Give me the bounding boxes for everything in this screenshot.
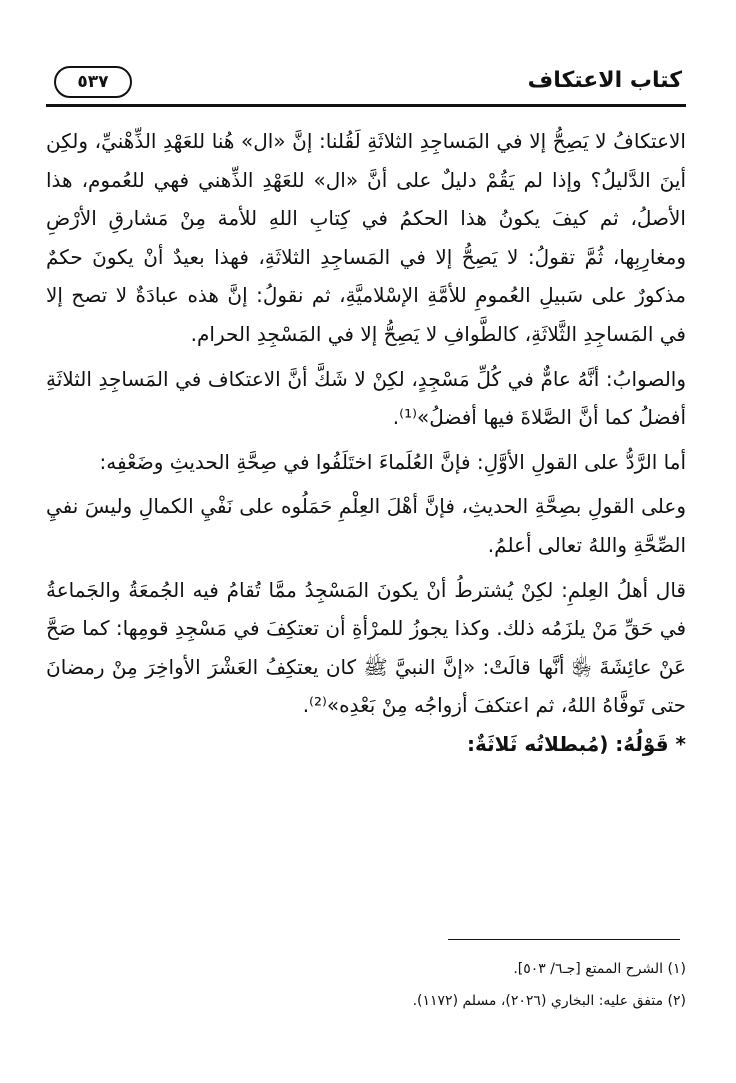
paragraph-1: الاعتكافُ لا يَصِحُّ إلا في المَساجِدِ الثلاثَةِ لَقُلنا: إنَّ «ال» هُنا للعَهْدِ الذِّهْنيِّ، ولكِن أينَ الدَّليلُ؟ وإذا لم يَقُمْ دليلٌ على أنَّ «ال» للعَهْدِ الذِّهني فهي للعُموم، هذا الأصلُ، ثم كيفَ يكونُ هذا الحكمُ في كِتابِ اللهِ للأمة مِنْ مَشارقِ الأرْضِ ومغارِبِها، ثُمَّ تقولُ: لا يَصِحُّ إلا في المَساجِدِ الثلاثَةِ، فهذا بعيدٌ أنْ يكونَ حكمٌ مذكورٌ على سَبيلِ العُمومِ للأمَّةِ الإسْلاميَّةِ، ثم نقولُ: إنَّ هذه عبادَةٌ لا تصح إلا في المَساجِدِ الثَّلاثَةِ، كالطَّوافِ لا يَصِحُّ إلا في المَسْجِدِ الحرام.: [46, 129, 686, 346]
paragraph-2: والصوابُ: أنَّهُ عامٌّ في كُلِّ مَسْجِدٍ، لكِنْ لا شَكَّ أنَّ الاعتكاف في المَساجِدِ الثلاثَةِ أفضلُ كما أنَّ الصَّلاةَ فيها أفضلُ»⁽¹⁾.: [46, 366, 686, 430]
footnote-1: (١) الشرح الممتع [جـ٦/ ٥٠٣].: [513, 961, 686, 977]
page-header: [46, 60, 686, 110]
paragraph-5: قال أهلُ العِلمِ: لكِنْ يُشترطُ أنْ يكونَ المَسْجِدُ ممَّا تُقامُ فيه الجُمعَةُ والجَماعةُ في حَقِّ مَنْ يلزَمُه ذلك. وكذا يجوزُ للمرْأةِ أن تعتكِفَ في مَسْجِدِ قومِها: كما صَحَّ عَنْ عائِشَةَ ﵂ أنَّها قالَتْ: «إنَّ النبيَّ ﷺ كان يعتكِفُ العَشْرَ الأواخِرَ مِنْ رمضانَ حتى تَوفَّاهُ اللهُ، ثم اعتكفَ أزواجُه مِنْ بَعْدِه»⁽²⁾.: [46, 577, 686, 718]
footnotes: [46, 953, 686, 1017]
main-text: [46, 122, 686, 764]
paragraph-4: وعلى القولِ بصِحَّةِ الحديثِ، فإنَّ أهْلَ العِلْمِ حَمَلُوه على نَفْيِ الكمالِ وليسَ نفيِ الصِّحَّةِ واللهُ تعالى أعلمُ.: [46, 494, 686, 557]
footnote-2: (٢) متفق عليه: البخاري (٢٠٢٦)، مسلم (١١٧٢).: [412, 993, 686, 1009]
page-number-badge: ٥٣٧: [54, 66, 132, 98]
running-title: كتاب الاعتكاف: [527, 68, 682, 93]
header-divider: [46, 104, 686, 107]
footnote-divider: [448, 939, 680, 940]
section-heading: * قَوْلُهُ: (مُبطلاتُه ثَلاثَةٌ:: [467, 731, 686, 756]
paragraph-3: أما الرَّدُّ على القولِ الأوَّلِ: فإنَّ العُلَماءَ اختَلَفُوا في صِحَّةِ الحديثِ وضَعْفِه:: [99, 449, 686, 474]
